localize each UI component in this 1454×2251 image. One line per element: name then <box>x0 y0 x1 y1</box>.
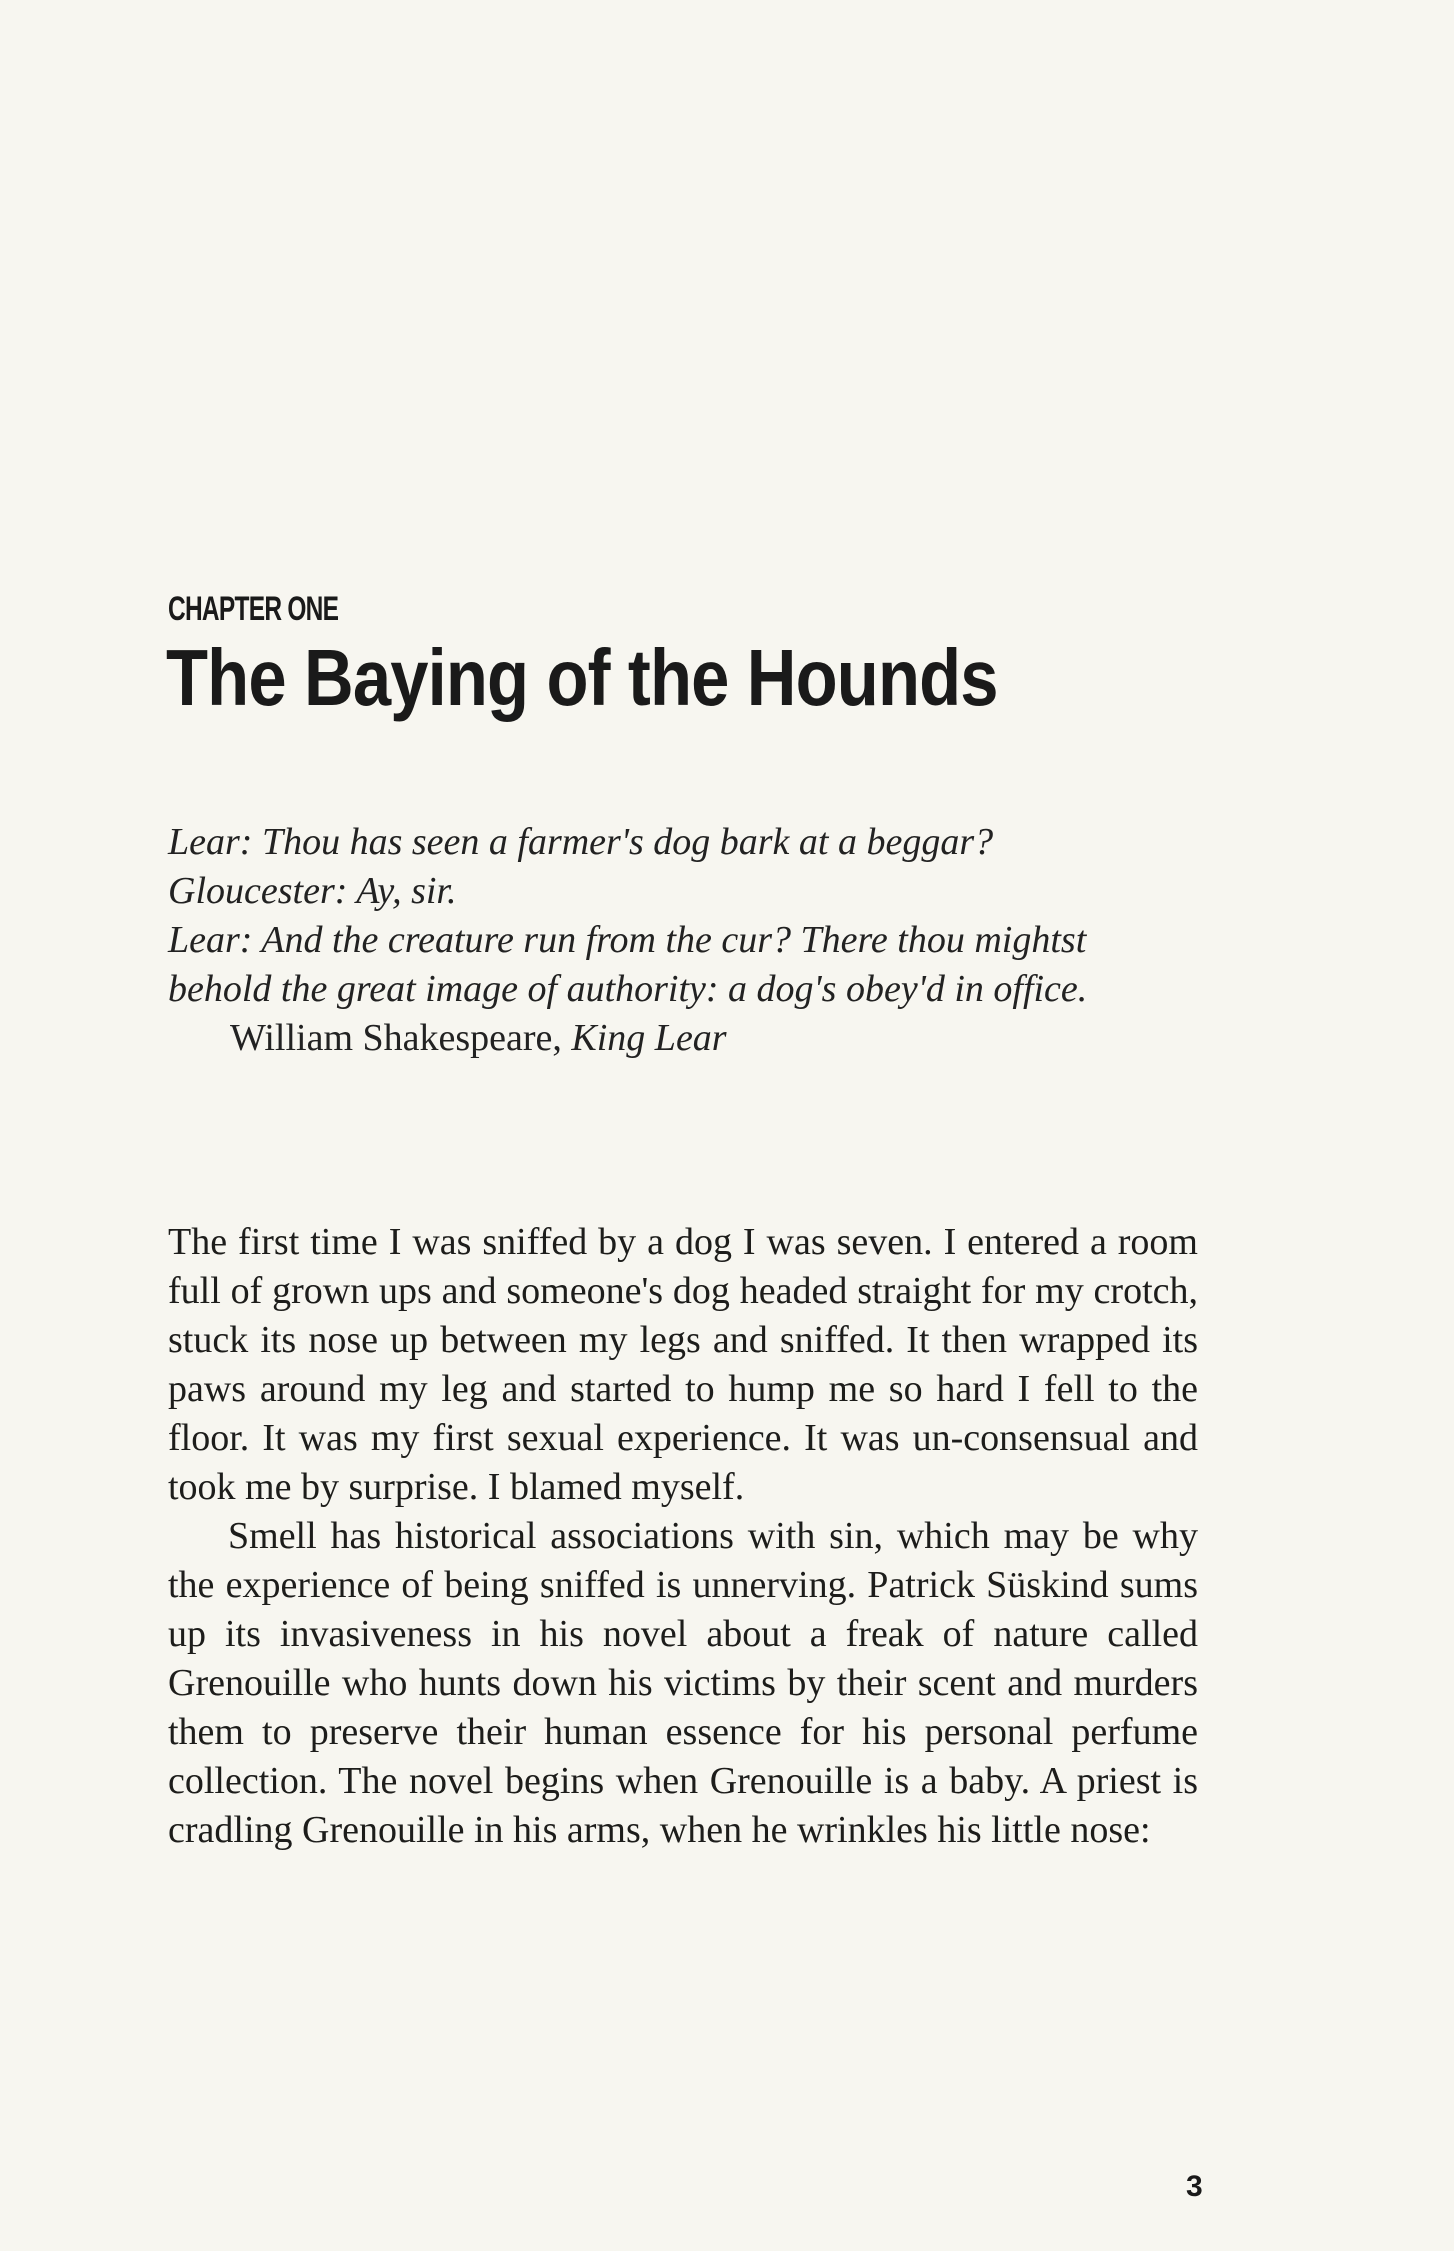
page-number: 3 <box>1186 2170 1203 2203</box>
chapter-title: The Baying of the Hounds <box>166 633 998 722</box>
paragraph: The first time I was sniffed by a dog I was seven. I entered a room full of grown ups and someone's dog headed straight for my crotch, stuck its nose up between my legs and sniffed. It then wrapped its paws around my leg and started to hump me so hard I fell to the floor. It was my first sexual experience. It was un-consensual and took me by surprise. I blamed myself. <box>168 1221 1198 1508</box>
paragraph: Smell has historical associations with sin, which may be why the experience of being sniffed is unnerving. Patrick Süskind sums up its invasiveness in his novel about a freak of nature called Grenouille who hunts down his victims by their scent and murders them to preserve their human essence for his personal perfume collection. The novel begins when Grenouille is a baby. A priest is cradling Grenouille in his arms, when he wrinkles his little nose: <box>168 1515 1198 1851</box>
epigraph-attribution <box>168 1014 1228 1063</box>
epigraph <box>168 818 1228 1063</box>
epigraph-line: Lear: Thou has seen a farmer's dog bark at a beggar? <box>168 821 994 863</box>
epigraph-author: William Shakespeare, <box>230 1017 562 1059</box>
epigraph-work: King Lear <box>571 1017 727 1059</box>
epigraph-line: behold the great image of authority: a dog's obey'd in office. <box>168 968 1088 1010</box>
epigraph-line: Gloucester: Ay, sir. <box>168 870 457 912</box>
chapter-label: CHAPTER ONE <box>168 590 339 628</box>
epigraph-line: Lear: And the creature run from the cur? There thou mightst <box>168 919 1087 961</box>
body-text <box>168 1218 1198 1855</box>
